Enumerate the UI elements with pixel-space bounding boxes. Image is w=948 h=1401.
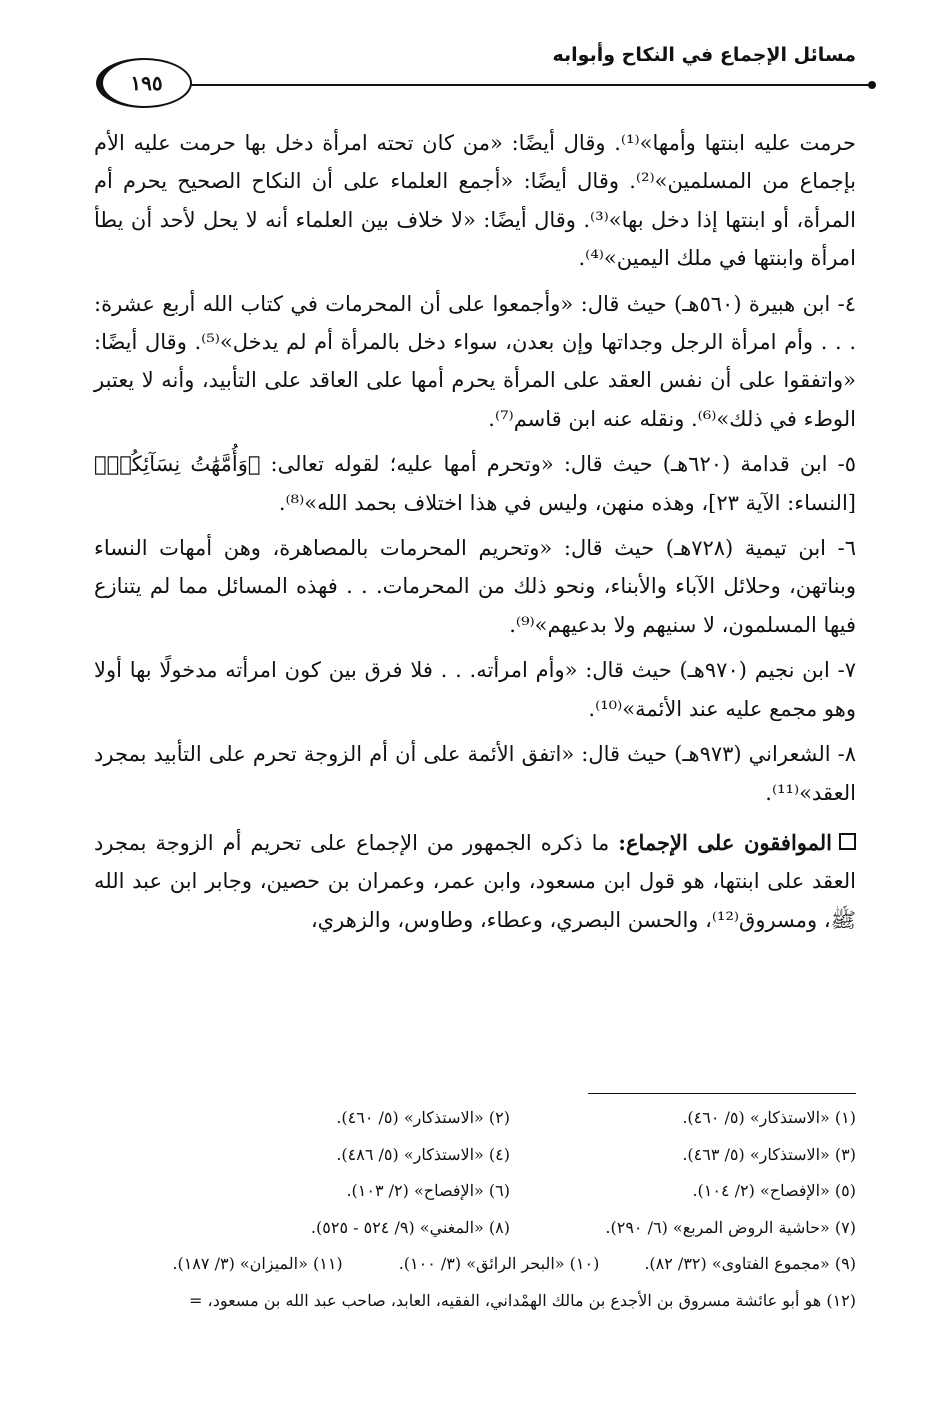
page-number: ١٩٥ <box>96 58 192 108</box>
footnote-row <box>86 1291 856 1328</box>
paragraph: ٦- ابن تيمية (٧٢٨هـ) حيث قال: «وتحريم المحرمات بالمصاهرة، وهن أمهات النساء وبناتهن، وحلائل الآباء والأبناء، ونحو ذلك من المحرمات. . . فهذه المسائل مما لم يتنازع فيها المسلمون، لا سنيهم ولا بدعيهم»⁽⁹⁾. <box>94 536 856 637</box>
section-heading: الموافقون على الإجماع: <box>618 829 832 855</box>
footnote: (٣) «الاستذكار» (٥/ ٤٦٣). <box>682 1144 856 1164</box>
footnote-row <box>86 1181 856 1218</box>
paragraph: ٥- ابن قدامة (٦٢٠هـ) حيث قال: «وتحرم أمها عليه؛ لقوله تعالى: ﴿وَأُمَّهَٰتُ نِسَآئِكُمۡ﴾ [النساء: الآية ٢٣]، وهذه منهن، وليس في هذا اختلاف بحمد الله»⁽⁸⁾. <box>94 452 856 515</box>
square-bullet-icon <box>839 833 856 850</box>
footnote: (٥) «الإفصاح» (٢/ ١٠٤). <box>692 1181 856 1200</box>
footnote-row <box>86 1108 856 1145</box>
running-title: مسائل الإجماع في النكاح وأبوابه <box>552 44 856 66</box>
footnote: (١٠) «البحر الرائق» (٣/ ١٠٠). <box>398 1254 600 1273</box>
paragraph: ٧- ابن نجيم (٩٧٠هـ) حيث قال: «وأم امرأته. . . فلا فرق بين كون امرأته مدخولًا بها أولا وهو مجمع عليه عند الأئمة»⁽¹⁰⁾. <box>94 658 856 721</box>
footnote: (٩) «مجموع الفتاوى» (٣٢/ ٨٢). <box>644 1254 856 1273</box>
footnote: (٧) «حاشية الروض المربع» (٦/ ٢٩٠). <box>605 1217 856 1237</box>
footnotes <box>86 1108 856 1327</box>
footnote: (٢) «الاستذكار» (٥/ ٤٦٠). <box>336 1108 510 1127</box>
section-text: ما ذكره الجمهور من الإجماع على تحريم أم الزوجة بمجرد العقد على ابنتها، هو قول ابن مسعود، وابن عمر، وعمران بن حصين، وجابر ابن عبد الله ﷺ، ومسروق⁽¹²⁾، والحسن البصري، وعطاء، وطاوس، والزهري، <box>94 830 856 932</box>
footnote-row <box>86 1145 856 1182</box>
footnote: (١١) «الميزان» (٣/ ١٨٧). <box>172 1254 343 1273</box>
paragraph: ٨- الشعراني (٩٧٣هـ) حيث قال: «اتفق الأئمة على أن أم الزوجة تحرم على التأبيد بمجرد العقد»⁽¹¹⁾. <box>94 742 856 805</box>
footnote: (٨) «المغني» (٩/ ٥٢٤ - ٥٢٥). <box>310 1217 510 1237</box>
footnote: (١) «الاستذكار» (٥/ ٤٦٠). <box>682 1108 856 1127</box>
footnote: (٦) «الإفصاح» (٢/ ١٠٣). <box>346 1181 510 1200</box>
footnote: (١٢) هو أبو عائشة مسروق بن الأجدع بن مالك الهمْداني، الفقيه، العابد، صاحب عبد الله بن مسعود، = <box>189 1290 856 1310</box>
footnote-divider <box>588 1093 856 1094</box>
paragraph: ٤- ابن هبيرة (٥٦٠هـ) حيث قال: «وأجمعوا على أن المحرمات في كتاب الله أربع عشرة: . . . وأم امرأة الرجل وجداتها وإن بعدن، سواء دخل بالمرأة أم لم يدخل»⁽⁵⁾. وقال أيضًا: «واتفقوا على أن نفس العقد على المرأة يحرم أمها على العاقد على التأبيد، وأنه لا يعتبر الوطء في ذلك»⁽⁶⁾. ونقله عنه ابن قاسم⁽⁷⁾. <box>94 291 857 431</box>
footnote-row <box>86 1254 856 1291</box>
paragraph: حرمت عليه ابنتها وأمها»⁽¹⁾. وقال أيضًا: «من كان تحته امرأة دخل بها حرمت عليه الأم بإجماع من المسلمين»⁽²⁾. وقال أيضًا: «أجمع العلماء على أن النكاح الصحيح يحرم أم المرأة، أو ابنتها إذا دخل بها»⁽³⁾. وقال أيضًا: «لا خلاف بين العلماء أنه لا يحل لأحد أن يطأ امرأة وابنتها في ملك اليمين»⁽⁴⁾. <box>94 131 856 271</box>
footnote: (٤) «الاستذكار» (٥/ ٤٨٦). <box>336 1144 510 1164</box>
section-paragraph <box>94 824 856 939</box>
main-text <box>94 124 856 946</box>
footnote-row <box>86 1218 856 1255</box>
header-rule <box>175 84 870 86</box>
